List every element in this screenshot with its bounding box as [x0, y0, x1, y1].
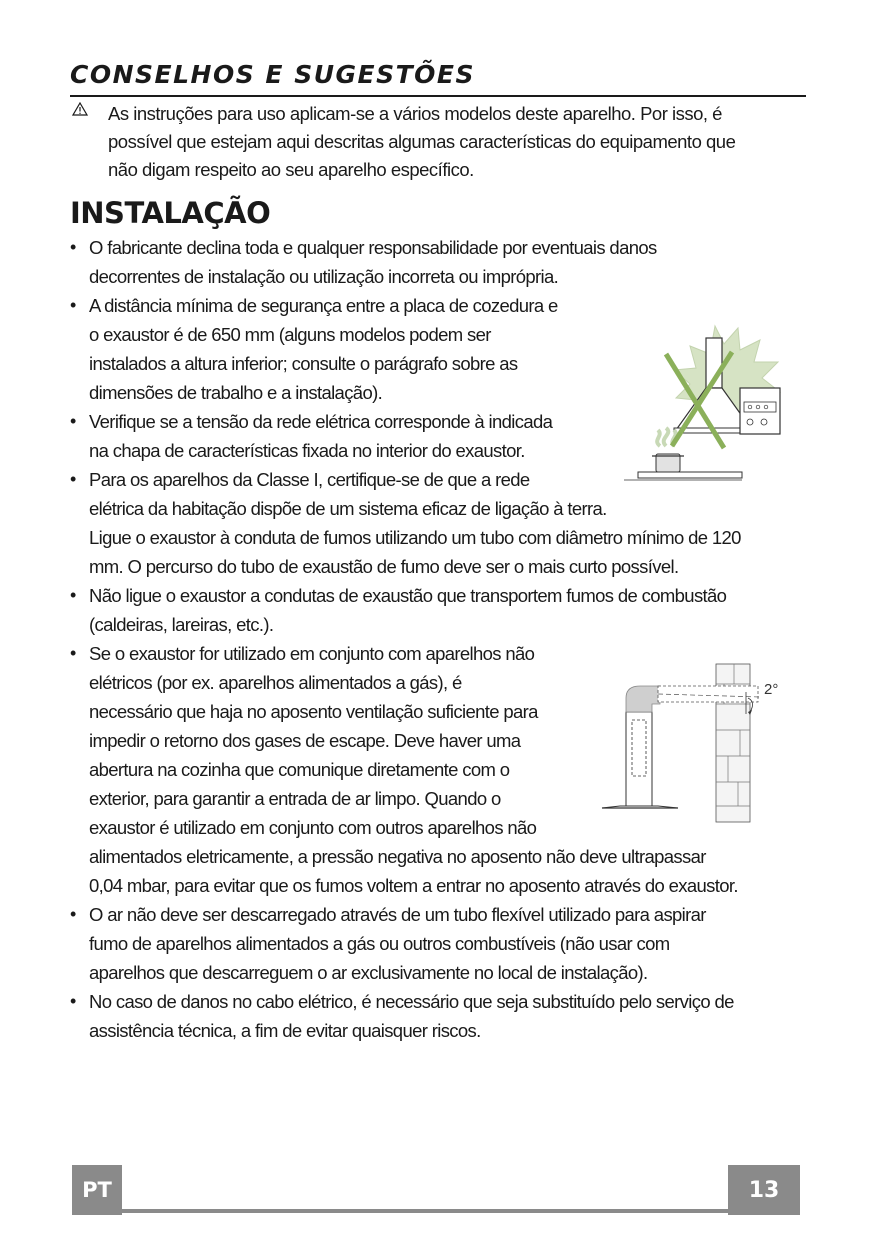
- slope-angle-label: 2°: [764, 681, 779, 698]
- hood-over-hob-crossed-icon: [620, 318, 790, 488]
- warning-text: [108, 100, 790, 184]
- bullet-marker: •: [70, 469, 77, 489]
- text-line: assistência técnica, a fim de evitar quaisquer riscos.: [89, 1020, 481, 1041]
- warning-line: não digam respeito ao seu aparelho específico.: [108, 159, 474, 180]
- bullet-marker: •: [70, 237, 77, 257]
- text-line: abertura na cozinha que comunique diretamente com o: [89, 759, 510, 780]
- text-line: necessário que haja no aposento ventilação suficiente para: [89, 701, 538, 722]
- installation-item: [70, 900, 792, 987]
- text-line: alimentados eletricamente, a pressão negativa no aposento não deve ultrapassar: [89, 846, 706, 867]
- text-line: Não ligue o exaustor a condutas de exaustão que transportem fumos de combustão: [89, 585, 727, 606]
- bullet-marker: •: [70, 295, 77, 315]
- duct-wall-slope-icon: [600, 656, 800, 826]
- installation-item: [70, 987, 792, 1045]
- text-line: O ar não deve ser descarregado através de um tubo flexível utilizado para aspirar: [89, 904, 706, 925]
- text-line: Ligue o exaustor à conduta de fumos utilizando um tubo com diâmetro mínimo de 120: [89, 527, 741, 548]
- text-line: exaustor é utilizado em conjunto com outros aparelhos não: [89, 817, 537, 838]
- text-line: fumo de aparelhos alimentados a gás ou outros combustíveis (não usar com: [89, 933, 670, 954]
- text-line: na chapa de características fixada no interior do exaustor.: [89, 440, 525, 461]
- installation-item-text: [89, 900, 792, 987]
- text-line: dimensões de trabalho e a instalação).: [89, 382, 383, 403]
- text-line: elétrica da habitação dispõe de um sistema eficaz de ligação à terra.: [89, 498, 607, 519]
- installation-item: [70, 233, 792, 291]
- warning-line: As instruções para uso aplicam-se a vários modelos deste aparelho. Por isso, é: [108, 103, 722, 124]
- language-badge: PT: [72, 1165, 122, 1215]
- text-line: aparelhos que descarreguem o ar exclusivamente no local de instalação).: [89, 962, 648, 983]
- text-line: decorrentes de instalação ou utilização incorreta ou imprópria.: [89, 266, 559, 287]
- text-line: impedir o retorno dos gases de escape. Deve haver uma: [89, 730, 521, 751]
- bullet-marker: •: [70, 411, 77, 431]
- warning-triangle-icon: [72, 102, 88, 116]
- footer-divider: [122, 1209, 728, 1213]
- text-line: (caldeiras, lareiras, etc.).: [89, 614, 274, 635]
- section-title: CONSELHOS E SUGESTÕES: [70, 60, 475, 89]
- text-line: exterior, para garantir a entrada de ar limpo. Quando o: [89, 788, 501, 809]
- warning-note: [70, 100, 790, 184]
- installation-item-text: [89, 987, 792, 1045]
- title-divider: [70, 95, 806, 97]
- text-line: o exaustor é de 650 mm (alguns modelos podem ser: [89, 324, 491, 345]
- bullet-marker: •: [70, 904, 77, 924]
- installation-heading: INSTALAÇÃO: [70, 196, 271, 230]
- text-line: instalados a altura inferior; consulte o parágrafo sobre as: [89, 353, 518, 374]
- text-line: Para os aparelhos da Classe I, certifique-se de que a rede: [89, 469, 530, 490]
- text-line: A distância mínima de segurança entre a placa de cozedura e: [89, 295, 558, 316]
- text-line: O fabricante declina toda e qualquer responsabilidade por eventuais danos: [89, 237, 657, 258]
- page-number: 13: [728, 1165, 800, 1215]
- installation-item: [70, 581, 792, 639]
- bullet-marker: •: [70, 991, 77, 1011]
- text-line: No caso de danos no cabo elétrico, é necessário que seja substituído pelo serviço de: [89, 991, 734, 1012]
- bullet-marker: •: [70, 585, 77, 605]
- installation-item-text: [89, 233, 792, 291]
- text-line: 0,04 mbar, para evitar que os fumos voltem a entrar no aposento através do exaustor.: [89, 875, 738, 896]
- text-line: Verifique se a tensão da rede elétrica corresponde à indicada: [89, 411, 553, 432]
- warning-line: possível que estejam aqui descritas algumas características do equipamento que: [108, 131, 736, 152]
- text-line: elétricos (por ex. aparelhos alimentados a gás), é: [89, 672, 462, 693]
- text-line: Se o exaustor for utilizado em conjunto com aparelhos não: [89, 643, 535, 664]
- text-line: mm. O percurso do tubo de exaustão de fumo deve ser o mais curto possível.: [89, 556, 679, 577]
- installation-item-text: [89, 581, 792, 639]
- bullet-marker: •: [70, 643, 77, 663]
